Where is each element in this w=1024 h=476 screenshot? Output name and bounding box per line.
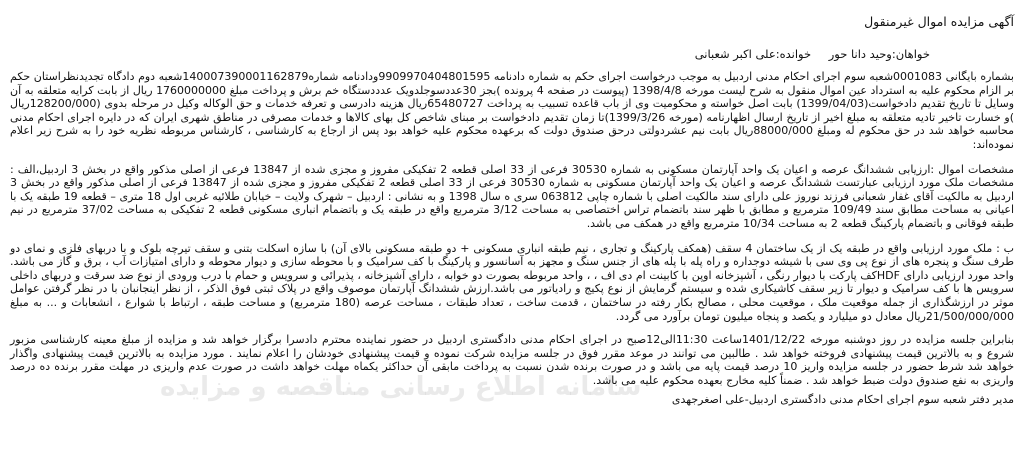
parties-line xyxy=(10,47,930,61)
paragraph-case-details: بشماره بایگانی 0001083شعبه سوم اجرای احکام مدنی اردبیل به موجب درخواست اجرای حکم به شماره دادنامه 9909970404801595ودادنامه شماره140007390001162879شعبه دوم دادگاه تجدیدنظراستان حکم بر الزام محکوم علیه به استرداد عین اموال منقول به شرح لیست مورخه 1398/4/8 (پیوست در صفحه 4 پرونده )بجز 30عددسوجلدویک عدددستگاه خم برش و پرداخت مبلغ 1760000000 ریال از بابت کرایه متعلقه به آن وسایل تا تاریخ تقدیم دادخواست(1399/04/03) بابت اصل خواسته و محکومیت وی از باب قاعده تسبیب به پرداخت 65480727ریال هزینه دادرسی و تعرفه خدمات و حق الوکاله وکیل در مرحله بدوی (128200/000ریال )و خسارت تاخیر تادیه متعلقه به مبلغ اخیر از تاریخ ارسال اظهارنامه (مورخه 1399/3/26)تا زمان تقدیم دادخواست بر مبنای شاخص کل بهای کالاها و خدمات مصرفی در مناطق شهری ایران که در دایره اجرای احکام مدنی محاسبه خواهد شد در حق محکوم له ومبلغ 88000/000ریال بابت نیم عشردولتی درحق صندوق دولت که برعهده محکوم علیه خواهد بود پس از ارجاع به کارشناسی ، کارشناس مربوطه نظریه خود را به شرح زیر اعلام نموده‌اند: xyxy=(10,70,1015,151)
site-watermark: سامانه اطلاع رسانی مناقصه و مزایده xyxy=(160,372,642,402)
paragraph-property-specs: مشخصات اموال :ارزیابی ششدانگ عرصه و اعیان یک واحد آپارتمان مسکونی به شماره 30530 فرعی از 33 اصلی قطعه 2 تفکیکی مفروز و مجزی شده از 13847 فرعی از اصلی مذکور واقع در بخش 3 اردبیل،الف : مشخصات ملک مورد ارزیابی عبارتست ششدانگ عرصه و اعیان یک واحد آپارتمان مسکونی به شماره 30530 فرعی از 33 اصلی قطعه 2 تفکیکی مفروز و مجزی شده از 13847 فرعی از اصلی مذکور واقع در بخش 3 اردبیل به مالکیت آقای غفار شعبانی فرزند نوروز علی دارای سند مالکیت اصلی با شماره چاپی 063812 سری ه سال 1398 و به نشانی : اردبیل – شهرک ولایت – خیابان طلائیه غربی اول 18 متری – قطعه 19 طبقه یک با اعیانی به مساحت مطابق سند 109/49 مترمربع و مطابق با ظهر سند باتضمام تراس اختصاصی به مساحت 3/12 مترمربع واقع در طبقه یک و باتضمام انباری مسکونی قطعه 2 تفکیکی به مساحت 37/02 مترمربع در نیم طبقه فوقانی و باتضمام پارکینگ قطعه 2 به مساحت 10/34 مترمربع واقع در همکف می باشد. xyxy=(10,162,1015,230)
signature-line: مدیر دفتر شعبه سوم اجرای احکام مدنی دادگستری اردبیل-علی اصغرجهدی xyxy=(671,393,1014,407)
defendant-name: خوانده:علی اکبر شعبانی xyxy=(694,47,812,61)
paragraph-building-description: ب : ملک مورد ارزیابی واقع در طبقه یک از یک ساختمان 4 سقف (همکف پارکینگ و تجاری ، نیم طبقه انباری مسکونی + دو طبقه مسکونی بالای آن) با سازه اسکلت بتنی و سقف تیرچه بلوک و با دربهای فلزی و نمای دو طرف سنگ و پنجره های از نوع پی وی سی با شیشه دوجداره و راه پله با پله های از جنس سنگ و مجهز به آسانسور و پارکینگ با کف سرامیک و با محوطه سازی و دیوار محوطه و دارای امتیازات آب ، برق و گاز می باشد. واحد مورد ارزیابی دارای HDFکف پارکت با دیوار رنگی ، آشپزخانه اوپن با کابینت ام دی اف ، ، واحد مربوطه بصورت دو خوابه ، دارای آشپزخانه ، پذیرائی و سرویس و حمام با درب ورودی از نوع ضد سرقت و دربهای داخلی سرویس ها با کف سرامیک و دیوار تا زیر سقف کاشیکاری شده و سیستم گرمایش از نوع پکیج و رادیاتور می باشد.ارزش ششدانگ آپارتمان موصوف واقع در پلاک ثبتی فوق الذکر ، از نظر اینجانبان با در نظر گرفتن عوامل موثر در ارزشگذاری از جمله موقعیت ملک ، موقعیت محلی ، مصالح بکار رفته در ساختمان ، قدمت ساخت ، تعداد طبقات ، مساحت عرصه (180 مترمربع) و مساحت طبقه ، ارتباط با شوارع ، انشعابات و ... به مبلغ 21/500/000/000ریال معادل دو میلیارد و یکصد و پنجاه میلیون تومان برآورد می گردد. xyxy=(10,241,1014,323)
notice-title: آگهی مزایده اموال غیرمنقول xyxy=(864,14,1014,29)
claimant-name: خواهان:وحید دانا حور xyxy=(828,47,930,61)
paragraph-auction-terms: بنابراین جلسه مزایده در روز دوشنبه مورخه 1401/12/22ساعت 11:30الی12صبح در اجرای احکام مدنی دادگستری اردبیل در حضور نماینده محترم دادسرا برگزار خواهد شد و مزایده از مبلغ معینه کارشناسی مزبور شروع و به بالاترین قیمت پیشنهادی فروخته خواهد شد . طالبین می توانند در موعد مقرر فوق در جلسه مزایده شرکت نموده و قیمت پیشنهادی خودشان را اعلام نمایند . مورد مزایده به بالاترین قیمت پیشنهادی واگذار خواهد شد شرط حضور در جلسه مزایده واریز 10 درصد قیمت پایه می باشد و در صورت برنده شدن نسبت به پرداخت مابقی آن حداکثر یکماه مهلت خواهد داشت در صورت عدم واریزی در مهلت مقرر برنده ده درصد واریزی به نفع صندوق دولت ضبط خواهد شد . ضمناً کلیه مخارج بعهده محکوم علیه می باشد. xyxy=(10,333,1015,387)
